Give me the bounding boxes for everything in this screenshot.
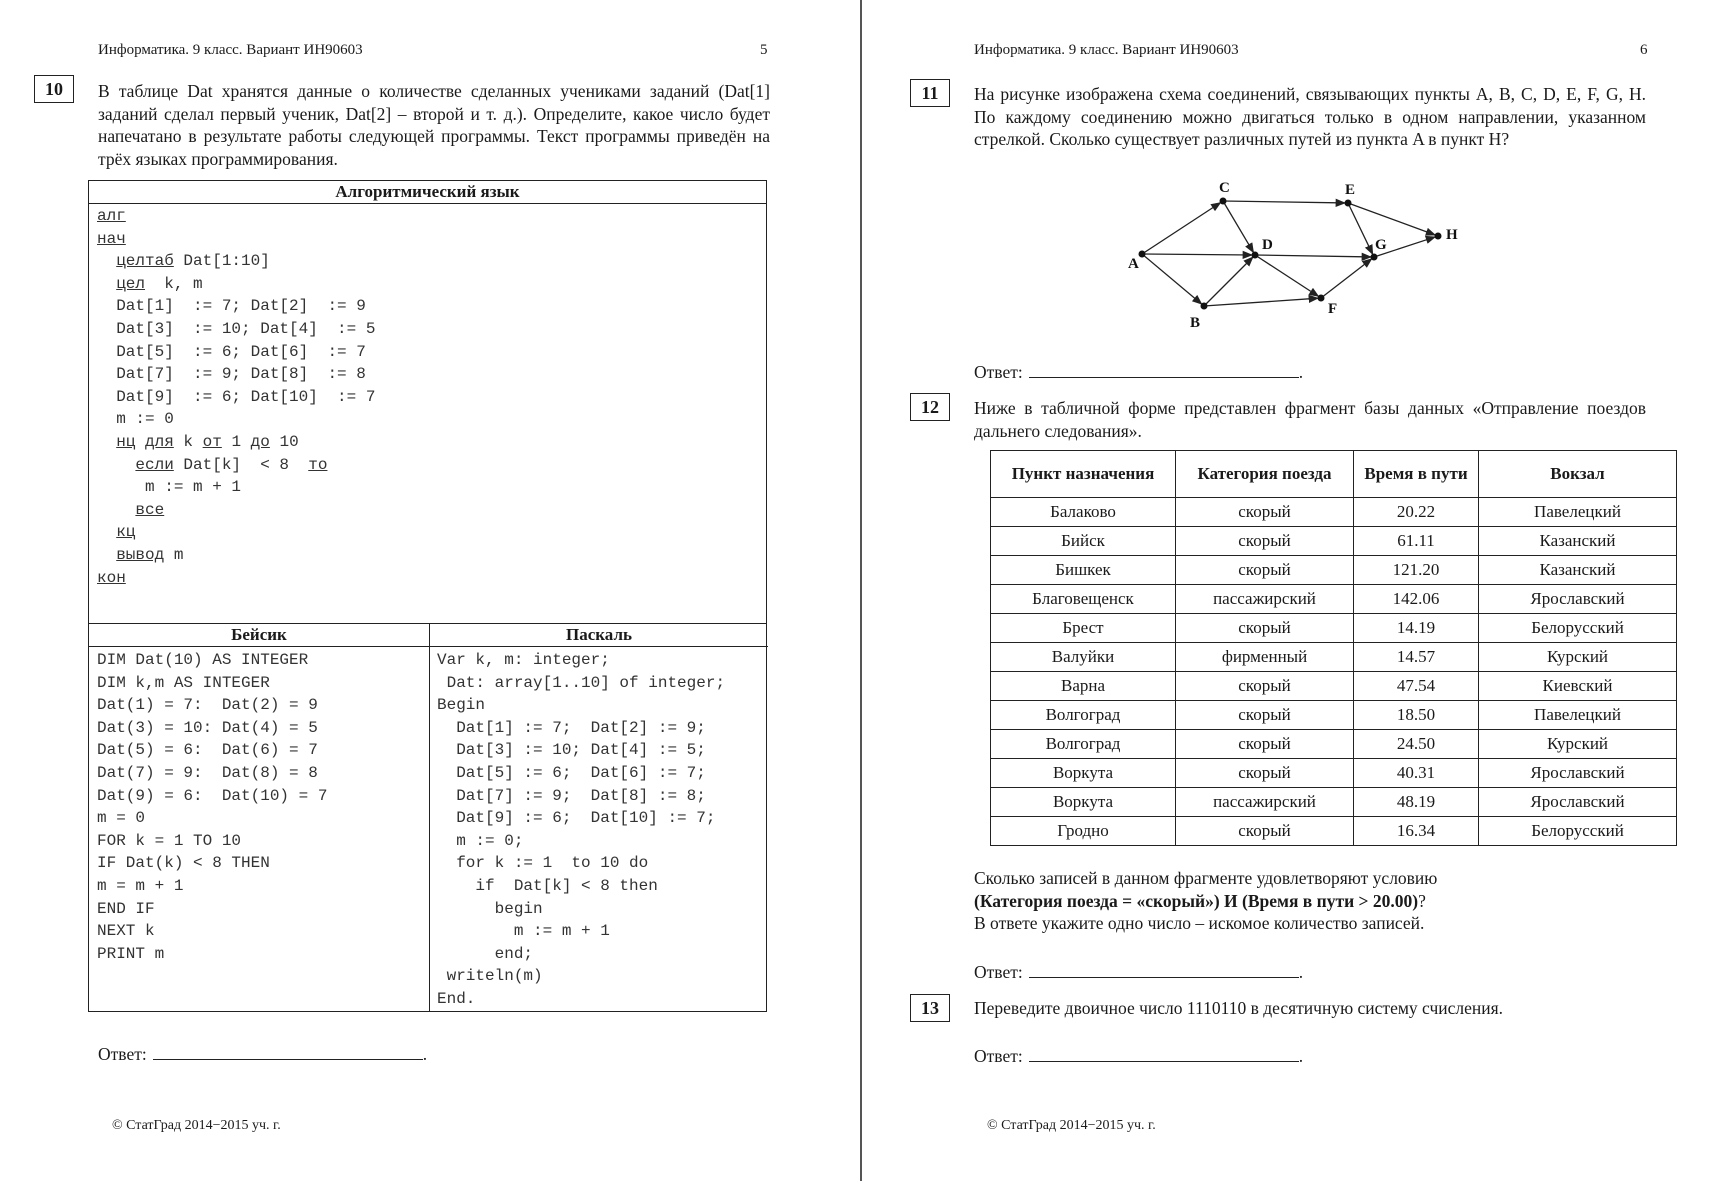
algo-code: алг нач целтаб Dat[1:10] цел k, m Dat[1] := 7; Dat[2] := 9 Dat[3] := 10; Dat[4] := 5 Dat[5] := 6; Dat[6] := 7 Dat[7] := 9; Dat[8] := 8 Dat[9] := 6; Dat[10] := 7 m := 0 нц для k от 1 до 10 если Dat[k] < 8 то m := m + 1 все кц вывод m кон — [97, 207, 376, 587]
code-line: Dat(9) = 6: Dat(10) = 7 — [97, 786, 328, 805]
table-cell: 142.06 — [1354, 585, 1479, 614]
code-line: END IF — [97, 899, 155, 918]
table-cell: скорый — [1176, 701, 1354, 730]
question-11-text: На рисунке изображена схема соединений, связывающих пункты A, B, C, D, E, F, G, H. По каждому соединению можно двигаться только в одном направлении, указанном стрелкой. Сколько существует различных путей из пункта A в пункт H? — [974, 84, 1646, 149]
code-line: Dat[5] := 6; Dat[6] := 7; — [437, 763, 706, 782]
code-line: End. — [437, 989, 476, 1008]
code-line: Dat[7] := 9; Dat[8] := 8; — [437, 786, 706, 805]
code-line: writeln(m) — [437, 967, 543, 986]
table-row — [991, 672, 1677, 701]
table-row — [991, 730, 1677, 759]
page-number: 6 — [1640, 42, 1648, 58]
code-line: m = 0 — [97, 809, 146, 828]
node-A — [1139, 251, 1146, 258]
node-D — [1252, 252, 1259, 259]
code-line: m = m + 1 — [97, 876, 184, 895]
table-cell: Казанский — [1479, 527, 1677, 556]
table-cell: Бийск — [991, 527, 1176, 556]
table-cell: Гродно — [991, 817, 1176, 846]
code-line: Var k, m: integer; — [437, 651, 610, 669]
table-cell: 47.54 — [1354, 672, 1479, 701]
page-number: 5 — [760, 42, 768, 58]
answer-line[interactable] — [1029, 963, 1299, 978]
table-cell: Балаково — [991, 498, 1176, 527]
page-header: Информатика. 9 класс. Вариант ИН90603 — [98, 42, 363, 58]
table-cell: фирменный — [1176, 643, 1354, 672]
answer-11: Ответ: . — [974, 362, 1304, 382]
page-divider — [860, 0, 862, 1181]
table-cell: Курский — [1479, 643, 1677, 672]
route-graph — [1123, 180, 1463, 340]
edge-F-G — [1321, 259, 1372, 298]
code-line: PRINT m — [97, 944, 165, 963]
footer: © СтатГрад 2014−2015 уч. г. — [987, 1118, 1156, 1133]
table-cell: 14.19 — [1354, 614, 1479, 643]
table-row — [991, 614, 1677, 643]
table-cell: 48.19 — [1354, 788, 1479, 817]
table-cell: 16.34 — [1354, 817, 1479, 846]
edge-D-F — [1255, 255, 1318, 296]
node-label-C: C — [1219, 180, 1230, 196]
table-cell: 24.50 — [1354, 730, 1479, 759]
table-row — [991, 759, 1677, 788]
answer-13: Ответ: . — [974, 1046, 1304, 1066]
node-label-H: H — [1446, 227, 1458, 243]
table-cell: Волгоград — [991, 730, 1176, 759]
answer-line[interactable] — [153, 1045, 423, 1060]
table-cell: Киевский — [1479, 672, 1677, 701]
table-cell: скорый — [1176, 817, 1354, 846]
code-line: Dat(7) = 9: Dat(8) = 8 — [97, 763, 318, 782]
table-cell: 61.11 — [1354, 527, 1479, 556]
table-row — [991, 527, 1677, 556]
trains-table — [990, 450, 1677, 846]
code-line: m := m + 1 — [437, 922, 610, 941]
edge-C-E — [1223, 201, 1345, 203]
node-label-D: D — [1262, 237, 1273, 253]
table-cell: Курский — [1479, 730, 1677, 759]
code-line: Dat(1) = 7: Dat(2) = 9 — [97, 696, 318, 715]
question-12-prompt: Сколько записей в данном фрагменте удовлетворяют условию (Категория поезда = «скорый») И (Время в пути > 20.00)? В ответе укажите одно число – искомое количество записей. — [974, 868, 1438, 933]
node-label-A: A — [1128, 256, 1139, 272]
question-10-text: В таблице Dat хранятся данные о количестве сделанных учениками заданий (Dat[1] заданий сделал первый ученик, Dat[2] – второй и т. д.). Определите, какое число будет напечатано в результате работы следующей программы. Текст программы приведён на трёх языках программирования. — [98, 81, 770, 169]
table-cell: Брест — [991, 614, 1176, 643]
node-label-F: F — [1328, 301, 1338, 317]
table-cell: Воркута — [991, 759, 1176, 788]
node-C — [1220, 198, 1227, 205]
code-line: Dat(5) = 6: Dat(6) = 7 — [97, 741, 318, 760]
code-line: Dat(3) = 10: Dat(4) = 5 — [97, 718, 318, 737]
node-label-G: G — [1375, 237, 1387, 253]
table-cell: скорый — [1176, 614, 1354, 643]
answer-line[interactable] — [1029, 1047, 1299, 1062]
table-cell: 40.31 — [1354, 759, 1479, 788]
table-cell: Варна — [991, 672, 1176, 701]
table-cell: Благовещенск — [991, 585, 1176, 614]
code-line: for k := 1 to 10 do — [437, 854, 649, 873]
pascal-code — [437, 649, 725, 1011]
table-cell: скорый — [1176, 556, 1354, 585]
table-cell: Бишкек — [991, 556, 1176, 585]
algo-language-title: Алгоритмический язык — [89, 181, 766, 204]
edge-C-D — [1223, 201, 1253, 252]
node-B — [1201, 303, 1208, 310]
code-line: end; — [437, 944, 534, 963]
table-row — [991, 788, 1677, 817]
pascal-title: Паскаль — [430, 624, 768, 647]
code-line: if Dat[k] < 8 then — [437, 876, 658, 895]
question-number-13: 13 — [910, 994, 950, 1022]
code-line: Dat[1] := 7; Dat[2] := 9; — [437, 718, 706, 737]
table-cell: Белорусский — [1479, 614, 1677, 643]
table-cell: 18.50 — [1354, 701, 1479, 730]
column-header: Категория поезда — [1176, 451, 1354, 498]
answer-line[interactable] — [1029, 363, 1299, 378]
question-number-11: 11 — [910, 79, 950, 107]
table-cell: пассажирский — [1176, 585, 1354, 614]
code-line: begin — [437, 899, 543, 918]
table-row — [991, 585, 1677, 614]
footer: © СтатГрад 2014−2015 уч. г. — [112, 1118, 281, 1133]
code-line: NEXT k — [97, 922, 155, 941]
table-cell: 20.22 — [1354, 498, 1479, 527]
edge-A-C — [1142, 203, 1220, 254]
table-cell: скорый — [1176, 730, 1354, 759]
basic-title: Бейсик — [89, 624, 429, 647]
table-cell: 121.20 — [1354, 556, 1479, 585]
table-cell: Ярославский — [1479, 759, 1677, 788]
table-cell: Белорусский — [1479, 817, 1677, 846]
table-cell: Казанский — [1479, 556, 1677, 585]
column-header: Время в пути — [1354, 451, 1479, 498]
table-cell: скорый — [1176, 527, 1354, 556]
column-header: Пункт назначения — [991, 451, 1176, 498]
table-cell: Валуйки — [991, 643, 1176, 672]
answer-12: Ответ: . — [974, 962, 1304, 982]
table-cell: пассажирский — [1176, 788, 1354, 817]
code-line: Dat: array[1..10] of integer; — [437, 673, 726, 692]
table-cell: скорый — [1176, 498, 1354, 527]
node-F — [1318, 295, 1325, 302]
node-label-B: B — [1190, 315, 1201, 331]
table-row — [991, 556, 1677, 585]
edge-B-F — [1204, 298, 1318, 306]
code-line: Dat[9] := 6; Dat[10] := 7; — [437, 809, 716, 828]
table-row — [991, 643, 1677, 672]
edge-A-D — [1142, 254, 1252, 255]
table-cell: Павелецкий — [1479, 701, 1677, 730]
question-13-text: Переведите двоичное число 1110110 в десятичную систему счисления. — [974, 998, 1504, 1018]
table-cell: Павелецкий — [1479, 498, 1677, 527]
column-header: Вокзал — [1479, 451, 1677, 498]
table-cell: скорый — [1176, 672, 1354, 701]
table-cell: Воркута — [991, 788, 1176, 817]
code-table — [88, 180, 767, 1012]
question-number-12: 12 — [910, 393, 950, 421]
code-line: m := 0; — [437, 831, 524, 850]
question-number-10: 10 — [34, 75, 74, 103]
code-line: IF Dat(k) < 8 THEN — [97, 854, 270, 873]
node-E — [1345, 200, 1352, 207]
code-line: Begin — [437, 696, 486, 715]
table-cell: 14.57 — [1354, 643, 1479, 672]
table-row — [991, 817, 1677, 846]
basic-code — [97, 649, 327, 965]
question-12-text: Ниже в табличной форме представлен фрагмент базы данных «Отправление поездов дальнего следования». — [974, 398, 1646, 441]
code-line: DIM k,m AS INTEGER — [97, 673, 270, 692]
table-cell: Волгоград — [991, 701, 1176, 730]
table-row — [991, 701, 1677, 730]
table-cell: Ярославский — [1479, 585, 1677, 614]
answer-10: Ответ: . — [98, 1044, 428, 1064]
table-cell: скорый — [1176, 759, 1354, 788]
node-label-E: E — [1345, 182, 1356, 198]
code-line: Dat[3] := 10; Dat[4] := 5; — [437, 741, 706, 760]
node-H — [1435, 233, 1442, 240]
node-G — [1371, 254, 1378, 261]
left-page — [0, 0, 860, 1181]
code-line: FOR k = 1 TO 10 — [97, 831, 242, 850]
edge-B-D — [1204, 257, 1253, 306]
table-row — [991, 498, 1677, 527]
edge-D-G — [1255, 255, 1371, 257]
code-line: DIM Dat(10) AS INTEGER — [97, 651, 309, 669]
page-header: Информатика. 9 класс. Вариант ИН90603 — [974, 42, 1239, 58]
edge-A-B — [1142, 254, 1202, 304]
table-cell: Ярославский — [1479, 788, 1677, 817]
